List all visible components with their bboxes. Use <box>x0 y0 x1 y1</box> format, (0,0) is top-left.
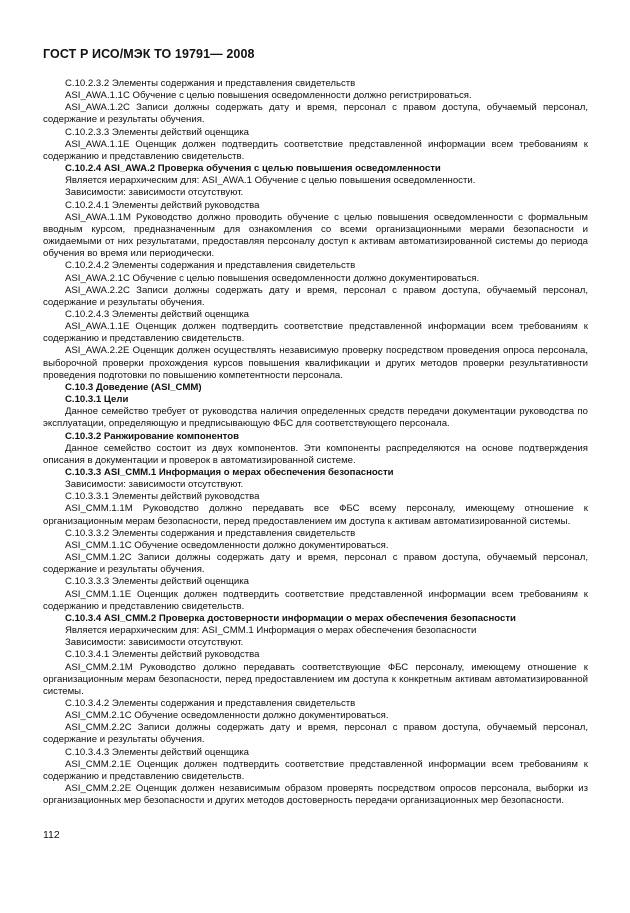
paragraph: Данное семейство состоит из двух компонентов. Эти компоненты распределяются на основе подтверждения описания в документации и проверок в автоматизированной системе. <box>43 442 588 466</box>
paragraph: ASI_CMM.2.2E Оценщик должен независимым образом проверять посредством опросов персонала, выборки из организационных мер безопасности и других методов достоверность передачи организационных мер безопасности. <box>43 783 588 807</box>
paragraph: С.10.2.3.3 Элементы действий оценщика <box>65 126 249 138</box>
paragraph: ASI_CMM.1.1M Руководство должно передавать все ФБС всему персоналу, имеющему отношение к организационным мерам безопасности, перед предоставлением им доступа к активам автоматизированной системы. <box>43 503 588 527</box>
paragraph: С.10.2.3.2 Элементы содержания и представления свидетельств <box>65 78 356 89</box>
paragraph: ASI_CMM.2.1E Оценщик должен подтвердить соответствие представленной информации всем требованиям к содержанию и представлению свидетельств. <box>43 758 588 782</box>
paragraph: С.10.3.3.2 Элементы содержания и представления свидетельств <box>65 527 356 539</box>
paragraph: С.10.3.3.1 Элементы действий руководства <box>65 491 260 503</box>
paragraph: Является иерархическим для: ASI_CMM.1 Информация о мерах обеспечения безопасности <box>65 625 477 637</box>
paragraph: ASI_AWA.2.2C Записи должны содержать дату и время, персонал с правом доступа, обучаемый персонал, содержание и результаты обучения. <box>43 284 588 308</box>
section-heading: С.10.3.2 Ранжирование компонентов <box>65 430 239 442</box>
paragraph: ASI_AWA.1.2C Записи должны содержать дату и время, персонал с правом доступа, обучаемый персонал, содержание и результаты обучения. <box>43 102 588 126</box>
document-body <box>43 78 588 807</box>
paragraph: С.10.2.4.1 Элементы действий руководства <box>65 199 260 211</box>
paragraph: Зависимости: зависимости отсутствуют. <box>65 637 244 649</box>
paragraph: С.10.3.4.1 Элементы действий руководства <box>65 649 260 661</box>
paragraph: С.10.3.4.2 Элементы содержания и представления свидетельств <box>65 697 356 709</box>
paragraph: Данное семейство требует от руководства наличия определенных средств передачи документации руководства по эксплуатации, определяющую и предписывающую ФБС для соответствующего персонала. <box>43 406 588 430</box>
paragraph: ASI_CMM.2.1M Руководство должно передавать соответствующие ФБС персоналу, имеющему отношение к организационным мерам безопасности, перед предоставлением им доступа к конкретным активам автоматизированной системы. <box>43 661 588 697</box>
paragraph: С.10.2.4.3 Элементы действий оценщика <box>65 308 249 320</box>
section-heading: С.10.2.4 ASI_AWA.2 Проверка обучения с целью повышения осведомленности <box>65 163 441 175</box>
section-heading: С.10.3.1 Цели <box>65 394 129 406</box>
paragraph: ASI_CMM.1.1E Оценщик должен подтвердить соответствие представленной информации всем требованиям к содержанию и представлению свидетельств. <box>43 588 588 612</box>
paragraph: ASI_AWA.1.1C Обучение с целью повышения осведомленности должно регистрироваться. <box>65 90 472 102</box>
paragraph: ASI_AWA.2.2E Оценщик должен осуществлять независимую проверку посредством проведения опроса персонала, выборочной проверки прохождения курсов повышения квалификации и других методов проверки результативности проведения подготовки по повышению компетентности персонала. <box>43 345 588 381</box>
section-heading: С.10.3 Доведение (ASI_CMM) <box>65 381 202 393</box>
paragraph: ASI_CMM.1.1C Обучение осведомленности должно документироваться. <box>65 539 389 551</box>
paragraph: ASI_CMM.1.2C Записи должны содержать дату и время, персонал с правом доступа, обучаемый персонал, содержание и результаты обучения. <box>43 552 588 576</box>
paragraph: ASI_CMM.2.2C Записи должны содержать дату и время, персонал с правом доступа, обучаемый персонал, содержание и результаты обучения. <box>43 722 588 746</box>
page-number: 112 <box>43 829 60 841</box>
paragraph: ASI_AWA.2.1C Обучение с целью повышения осведомленности должно документироваться. <box>65 272 480 284</box>
paragraph: ASI_AWA.1.1E Оценщик должен подтвердить соответствие представленной информации всем требованиям к содержанию и представлению свидетельств. <box>43 138 588 162</box>
paragraph: ASI_CMM.2.1C Обучение осведомленности должно документироваться. <box>65 710 389 722</box>
paragraph: С.10.3.3.3 Элементы действий оценщика <box>65 576 249 588</box>
paragraph: ASI_AWA.1.1M Руководство должно проводить обучение с целью повышения осведомленности с формальным вводным курсом, предназначенным для ознакомления со всеми организационными мерами безопасности и ожидаемыми от них результатами, предоставляя персоналу доступ к активам автоматизированной системы до периода обучения во время или периодически. <box>43 211 588 260</box>
paragraph: ASI_AWA.1.1E Оценщик должен подтвердить соответствие представленной информации всем требованиям к содержанию и представлению свидетельств. <box>43 321 588 345</box>
paragraph: Зависимости: зависимости отсутствуют. <box>65 187 244 199</box>
paragraph: Является иерархическим для: ASI_AWA.1 Обучение с целью повышения осведомленности. <box>65 175 476 187</box>
paragraph: С.10.3.4.3 Элементы действий оценщика <box>65 746 249 758</box>
page-header: ГОСТ Р ИСО/МЭК ТО 19791— 2008 <box>43 47 255 61</box>
paragraph: Зависимости: зависимости отсутствуют. <box>65 479 244 491</box>
section-heading: С.10.3.3 ASI_CMM.1 Информация о мерах обеспечения безопасности <box>65 467 394 478</box>
paragraph: С.10.2.4.2 Элементы содержания и представления свидетельств <box>65 260 356 272</box>
section-heading: С.10.3.4 ASI_CMM.2 Проверка достоверности информации о мерах обеспечения безопасности <box>65 612 516 624</box>
